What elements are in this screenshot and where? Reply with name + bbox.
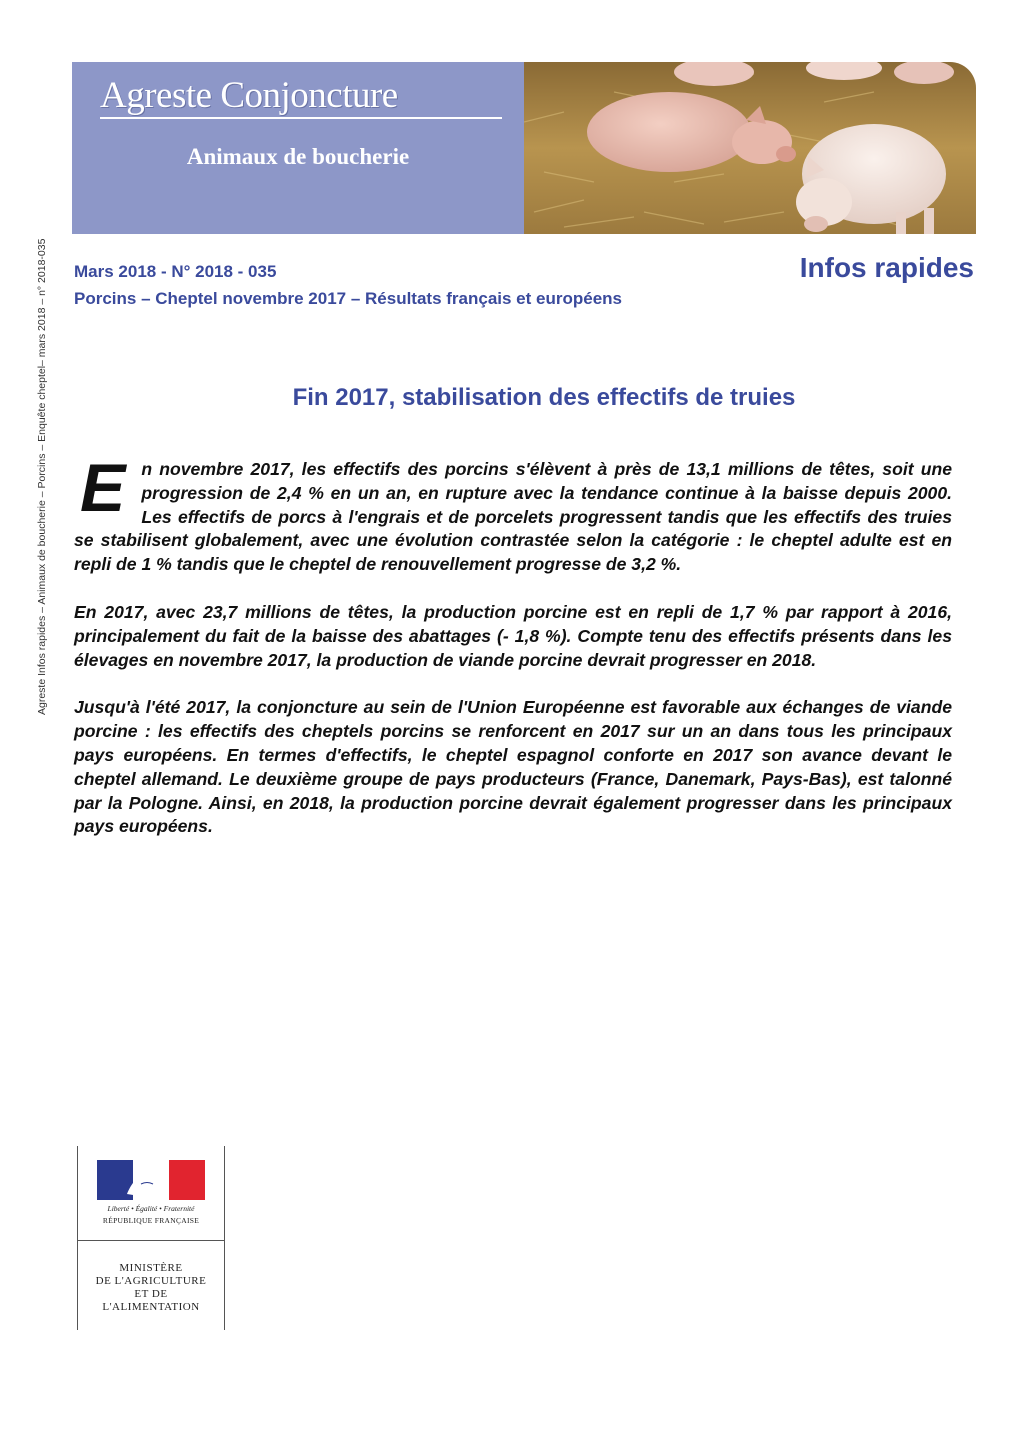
marianne-flag-icon [97, 1160, 205, 1200]
series-badge: Infos rapides [799, 252, 974, 283]
ministry-name [78, 1262, 224, 1314]
ministry-logo [77, 1146, 225, 1330]
article-headline: Fin 2017, stabilisation des effectifs de truies [292, 384, 796, 411]
ministry-line-3: ET DE [134, 1288, 168, 1300]
pig-photo [524, 62, 976, 234]
paragraph-1-text: n novembre 2017, les effectifs des porcins s'élèvent à près de 13,1 millions de têtes, soit une progression de 2,4 % en un an, en rupture avec la tendance continue à la baisse depuis 2000. Les effectifs de porcs à l'engrais et de porcelets progressent tandis que les effectifs des truies se stabilisent globalement, avec une évolution contrastée selon la catégorie : le cheptel adulte est en repli de 1 % tandis que le cheptel de renouvellement progresse de 3,2 %. [74, 459, 952, 575]
banner-subtitle: Animaux de boucherie [186, 144, 410, 169]
brand-underline [100, 117, 502, 119]
issue-number: Mars 2018 - N° 2018 - 035 [74, 262, 277, 281]
side-running-title: Agreste Infos rapides – Animaux de boucherie – Porcins – Enquête cheptel– mars 2018 – n° 2018-035 [36, 238, 48, 715]
paragraph-3: Jusqu'à l'été 2017, la conjoncture au sein de l'Union Européenne est favorable aux échanges de viande porcine : les effectifs des cheptels porcins se renforcent en 2017 sur un an dans tous les principaux pays européens. En termes d'effectifs, le cheptel espagnol conforte en 2017 son avance devant le cheptel allemand. Le deuxième groupe de pays producteurs (France, Danemark, Pays-Bas), est talonné par la Pologne. Ainsi, en 2018, la production porcine devrait également progresser dans les principaux pays européens. [74, 697, 952, 837]
republic-motto: Liberté • Égalité • Fraternité [107, 1204, 195, 1213]
ministry-line-2: DE L'AGRICULTURE [95, 1275, 207, 1287]
ministry-line-4: L'ALIMENTATION [102, 1301, 200, 1313]
banner-brand-panel [72, 62, 524, 234]
paragraph-1 [74, 450, 952, 577]
pig-photo-illustration [524, 62, 976, 234]
brand-logo-text: Agreste Conjoncture [100, 75, 398, 116]
logo-divider [78, 1240, 224, 1241]
article-body [74, 450, 952, 863]
paragraph-2: En 2017, avec 23,7 millions de têtes, la production porcine est en repli de 1,7 % par rapport à 2016, principalement du fait de la baisse des abattages (- 1,8 %). Compte tenu des effectifs présents dans les élevages en novembre 2017, la production de viande porcine devrait progresser en 2018. [74, 601, 952, 670]
republic-name: RÉPUBLIQUE FRANÇAISE [102, 1216, 200, 1225]
publication-subject: Porcins – Cheptel novembre 2017 – Résultats français et européens [74, 289, 622, 308]
ministry-line-1: MINISTÈRE [119, 1262, 183, 1274]
header-banner [72, 62, 976, 234]
drop-cap: E [80, 450, 126, 526]
